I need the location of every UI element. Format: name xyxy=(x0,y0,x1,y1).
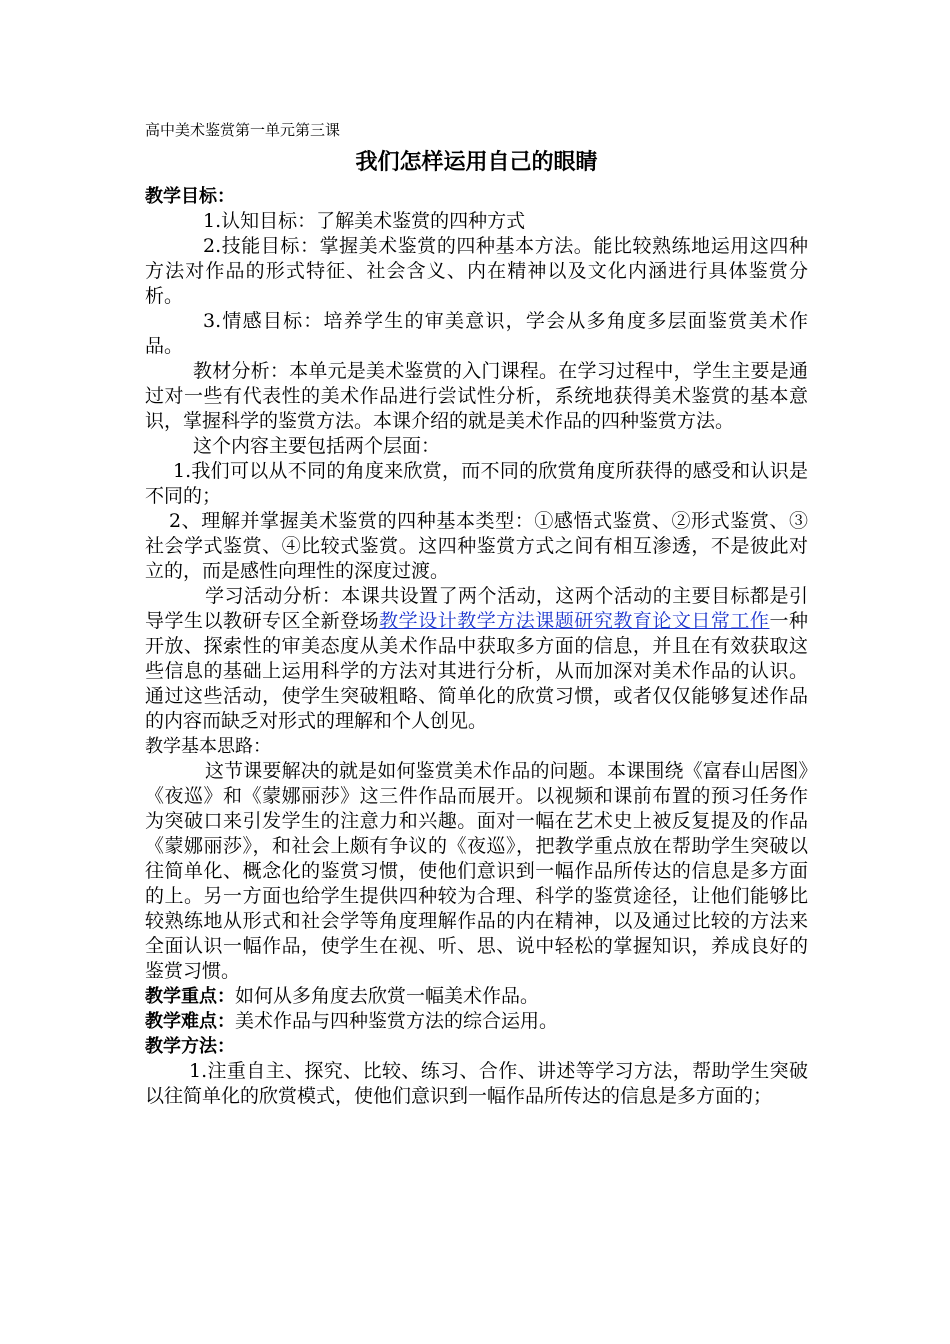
goal-emotion: 3.情感目标：培养学生的审美意识，学会从多角度多层面鉴赏美术作品。 xyxy=(145,310,808,357)
activity-text-before: 学习活动分析：本课共设置了两个活动，这两个活动的主要目标都是引导学生以教研专区全新登场 xyxy=(145,585,808,632)
lesson-title: 我们怎样运用自己的眼睛 xyxy=(355,150,598,175)
difficulty-text: 美术作品与四种鉴赏方法的综合运用。 xyxy=(235,1010,559,1032)
difficulty-label: 教学难点： xyxy=(145,1011,235,1032)
goal-cognitive: 1.认知目标：了解美术鉴赏的四种方式 xyxy=(203,210,526,232)
method-item-1: 1.注重自主、探究、比较、练习、合作、讲述等学习方法，帮助学生突破以往简单化的欣赏模式，使他们意识到一幅作品所传达的信息是多方面的； xyxy=(145,1060,808,1107)
content-intro: 这个内容主要包括两个层面： xyxy=(193,435,441,457)
content-item-1: 1.我们可以从不同的角度来欣赏，而不同的欣赏角度所获得的感受和认识是不同的； xyxy=(145,460,808,507)
lesson-subtitle: 高中美术鉴赏第一单元第三课 xyxy=(145,121,341,139)
teaching-goals-heading: 教学目标： xyxy=(145,186,235,207)
activity-analysis xyxy=(145,584,808,734)
teaching-design-link[interactable]: 教学设计教学方法课题研究教育论文日常工作 xyxy=(379,610,770,632)
teaching-methods-heading: 教学方法： xyxy=(145,1036,235,1057)
teaching-key-point xyxy=(145,984,808,1009)
activity-text-after: 一种开放、探索性的审美态度从美术作品中获取多方面的信息，并且在有效获取这些信息的基础上运用科学的方法对其进行分析，从而加深对美术作品的认识。通过这些活动，使学生突破粗略、简单化的欣赏习惯，或者仅仅能够复述作品的内容而缺乏对形式的理解和个人创见。 xyxy=(145,610,808,732)
key-point-text: 如何从多角度去欣赏一幅美术作品。 xyxy=(235,985,540,1007)
teaching-approach-text: 这节课要解决的就是如何鉴赏美术作品的问题。本课围绕《富春山居图》《夜巡》和《蒙娜丽莎》这三件作品而展开。以视频和课前布置的预习任务作为突破口来引发学生的注意力和兴趣。面对一幅在艺术史上被反复提及的作品《蒙娜丽莎》，和社会上颇有争议的《夜巡》，把教学重点放在帮助学生突破以往简单化、概念化的鉴赏习惯，使他们意识到一幅作品所传达的信息是多方面的上。另一方面也给学生提供四种较为合理、科学的鉴赏途径，让他们能够比较熟练地从形式和社会学等角度理解作品的内在精神，以及通过比较的方法来全面认识一幅作品，使学生在视、听、思、说中轻松的掌握知识，养成良好的鉴赏习惯。 xyxy=(145,760,808,982)
teaching-approach-heading: 教学基本思路： xyxy=(145,736,271,757)
goal-skill: 2.技能目标：掌握美术鉴赏的四种基本方法。能比较熟练地运用这四种方法对作品的形式特征、社会含义、内在精神以及文化内涵进行具体鉴赏分析。 xyxy=(145,235,808,307)
key-point-label: 教学重点： xyxy=(145,986,235,1007)
content-item-2: 2、理解并掌握美术鉴赏的四种基本类型：①感悟式鉴赏、②形式鉴赏、③社会学式鉴赏、④比较式鉴赏。这四种鉴赏方式之间有相互渗透，不是彼此对立的，而是感性向理性的深度过渡。 xyxy=(145,510,808,582)
material-analysis: 教材分析：本单元是美术鉴赏的入门课程。在学习过程中，学生主要是通过对一些有代表性的美术作品进行尝试性分析，系统地获得美术鉴赏的基本意识，掌握科学的鉴赏方法。本课介绍的就是美术作品的四种鉴赏方法。 xyxy=(145,360,808,432)
document-page xyxy=(145,118,808,1109)
teaching-difficulty xyxy=(145,1009,808,1034)
